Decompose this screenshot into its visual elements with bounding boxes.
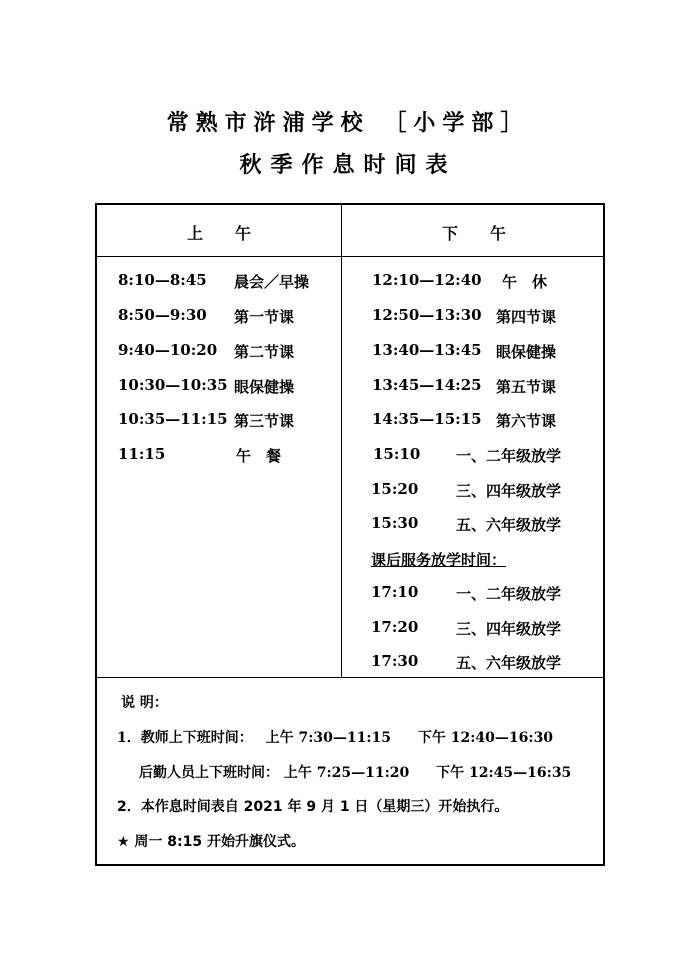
- effective-date: 2．本作息时间表自 2021 年 9 月 1 日（星期三）开始执行。: [117, 799, 509, 815]
- activity: 第四节课: [496, 308, 557, 326]
- time: 15:20: [371, 480, 419, 498]
- time: 12:10—12:40: [372, 271, 482, 289]
- activity: 第五节课: [496, 378, 557, 396]
- logistics-am: 上午 7:25—11:20: [283, 765, 410, 781]
- activity: 午 餐: [236, 447, 282, 465]
- time: 13:40—13:45: [372, 341, 482, 359]
- activity: 第三节课: [234, 412, 295, 430]
- activity: 五、六年级放学: [456, 654, 562, 672]
- notes-divider: [97, 677, 603, 678]
- activity: 三、四年级放学: [456, 620, 562, 638]
- schedule-title: 秋季作息时间表: [239, 153, 457, 178]
- time: 10:30—10:35: [118, 376, 228, 394]
- activity: 第二节课: [234, 343, 295, 361]
- activity: 第六节课: [496, 412, 557, 430]
- logistics-pm: 下午 12:45—16:35: [436, 765, 572, 781]
- after-school-label: 课后服务放学时间：: [371, 551, 507, 569]
- time: 14:35—15:15: [372, 410, 482, 428]
- time: 17:10: [371, 583, 419, 601]
- teacher-label: 1．教师上下班时间：: [117, 730, 253, 746]
- activity: 午 休: [502, 273, 548, 291]
- logistics-hours: [139, 762, 571, 782]
- activity: 一、二年级放学: [456, 447, 562, 465]
- column-divider: [341, 205, 342, 678]
- teacher-am: 上午 7:30—11:15: [265, 730, 392, 746]
- header-divider: [97, 256, 603, 257]
- morning-header: 上 午: [187, 224, 252, 243]
- time: 12:50—13:30: [372, 306, 482, 324]
- time: 9:40—10:20: [118, 341, 218, 359]
- activity: 一、二年级放学: [456, 585, 562, 603]
- activity: 眼保健操: [234, 378, 295, 396]
- time: 15:10: [373, 445, 421, 463]
- activity: 第一节课: [234, 308, 295, 326]
- time: 17:20: [371, 618, 419, 636]
- flag-ceremony: ★ 周一 8:15 开始升旗仪式。: [117, 834, 305, 850]
- afternoon-header: 下 午: [442, 224, 507, 243]
- time: 15:30: [371, 514, 419, 532]
- schedule-table: [95, 203, 605, 866]
- school-title: 常熟市浒浦学校 ［小学部］: [166, 111, 530, 136]
- time: 8:10—8:45: [118, 271, 207, 289]
- activity: 眼保健操: [496, 343, 557, 361]
- time: 11:15: [118, 445, 166, 463]
- activity: 晨会／早操: [234, 273, 310, 291]
- notes-heading: 说 明：: [121, 695, 168, 711]
- time: 13:45—14:25: [372, 376, 482, 394]
- time: 17:30: [371, 652, 419, 670]
- teacher-pm: 下午 12:40—16:30: [417, 730, 554, 746]
- activity: 三、四年级放学: [456, 482, 562, 500]
- time: 8:50—9:30: [118, 306, 207, 324]
- logistics-label: 后勤人员上下班时间：: [139, 765, 279, 781]
- time: 10:35—11:15: [118, 410, 228, 428]
- activity: 五、六年级放学: [456, 516, 562, 534]
- teacher-hours: [117, 727, 553, 747]
